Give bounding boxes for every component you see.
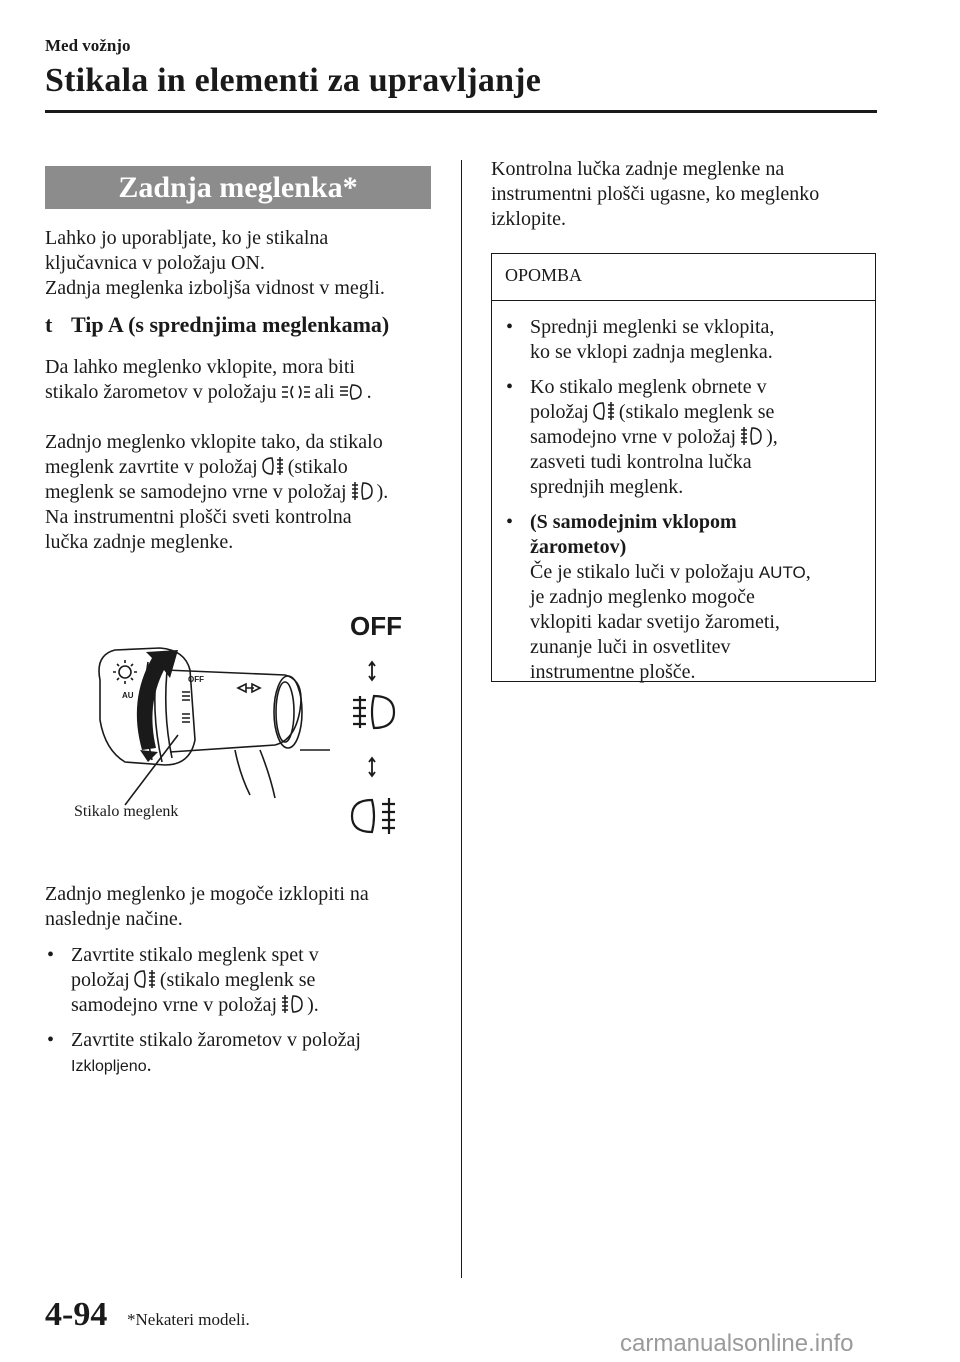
fog-switch-label: Stikalo meglenk <box>74 803 179 820</box>
text-line: instrumentni plošči ugasne, ko meglenko <box>491 183 820 205</box>
footnote: *Nekateri modeli. <box>127 1310 250 1329</box>
list-item: • Zavrtite stikalo meglenk spet v položaj (stikalo meglenk se samodejno vrne v položaj ). <box>47 944 319 1016</box>
rear-fog-position-icon <box>352 798 395 834</box>
text-line: meglenk se samodejno vrne v položaj ). <box>45 481 389 503</box>
front-to-rear-arrow <box>369 758 375 776</box>
section-label: Med vožnjo <box>45 36 131 55</box>
front-fog-icon <box>281 994 303 1014</box>
text-line: Zadnjo meglenko je mogoče izklopiti na <box>45 883 369 905</box>
note-header <box>492 254 875 301</box>
auto-position-label: AUTO <box>758 563 806 582</box>
rear-fog-icon <box>593 401 615 421</box>
bullet-dot: • <box>47 1029 55 1051</box>
parking-light-icon <box>281 383 311 401</box>
page-title: Stikala in elementi za upravljanje <box>45 62 541 99</box>
note-title: OPOMBA <box>505 265 583 285</box>
headlight-icon <box>339 383 363 401</box>
fog-switch-figure <box>70 600 430 860</box>
watermark: carmanualsonline.info <box>620 1330 854 1357</box>
intro-paragraph <box>45 226 445 301</box>
note-list <box>504 315 866 685</box>
paragraph-indicator-off <box>491 157 876 232</box>
note-box <box>491 253 876 682</box>
column-divider <box>461 160 462 1278</box>
off-to-front-arrow <box>369 662 375 680</box>
intro-line: ključavnica v položaju ON. <box>45 252 265 274</box>
bullet-dot: • <box>506 511 514 533</box>
bullet-list-off <box>45 943 445 1079</box>
subsection-marker: t <box>45 312 53 337</box>
bullet-dot: • <box>506 376 514 398</box>
list-item: • (S samodejnim vklopom žarometov) Če je stikalo luči v položaju AUTO, je zadnjo meglenko mogoče vklopiti kadar svetijo žarometi, zunanje luči in osvetlitev instrumentne plošče. <box>506 511 811 683</box>
list-item: • Ko stikalo meglenk obrnete v položaj (stikalo meglenk se samodejno vrne v položaj ), zasveti tudi kontrolna lučka sprednjih meglenk. <box>506 376 778 498</box>
bullet-dot: • <box>506 316 514 338</box>
text-line: Da lahko meglenko vklopite, mora biti <box>45 356 355 378</box>
intro-line: Lahko jo uporabljate, ko je stikalna <box>45 227 329 249</box>
stalk-illustration <box>70 600 430 860</box>
front-fog-icon <box>740 426 762 446</box>
off-position-label: Izklopljeno <box>71 1058 147 1075</box>
front-fog-position-icon <box>353 696 394 728</box>
paragraph-rear-fog-on <box>45 430 445 555</box>
bullet-dot: • <box>47 944 55 966</box>
text-line: izklopite. <box>491 208 566 230</box>
text-line: stikalo žarometov v položaju ali . <box>45 381 372 403</box>
text-line: Na instrumentni plošči sveti kontrolna <box>45 506 352 528</box>
paragraph-activation <box>45 355 445 405</box>
subsection-heading <box>45 312 389 338</box>
page-number: 4-94 <box>45 1296 108 1333</box>
text-line: meglenk zavrtite v položaj (stikalo <box>45 456 348 478</box>
stalk-auto-mark: AU <box>122 691 134 700</box>
list-item: • Sprednji meglenki se vklopita, ko se vklopi zadnja meglenka. <box>506 316 775 363</box>
text-line: lučka zadnje meglenke. <box>45 531 234 553</box>
text-line: Zadnjo meglenko vklopite tako, da stikalo <box>45 431 383 453</box>
text-line: naslednje načine. <box>45 908 183 930</box>
rear-fog-icon <box>134 969 156 989</box>
rear-fog-icon <box>262 456 284 476</box>
off-label: OFF <box>350 611 402 641</box>
paragraph-turn-off <box>45 882 445 932</box>
stalk-off-mark: OFF <box>188 675 204 684</box>
subsection-title: Tip A (s sprednjima meglenkama) <box>71 312 390 337</box>
section-banner: Zadnja meglenka* <box>45 166 431 209</box>
list-item: • Zavrtite stikalo žarometov v položaj Izklopljeno. <box>47 1029 361 1076</box>
intro-line: Zadnja meglenka izboljša vidnost v megli. <box>45 277 385 299</box>
header-rule <box>45 110 877 113</box>
front-fog-icon <box>351 481 373 501</box>
text-line: Kontrolna lučka zadnje meglenke na <box>491 158 785 180</box>
